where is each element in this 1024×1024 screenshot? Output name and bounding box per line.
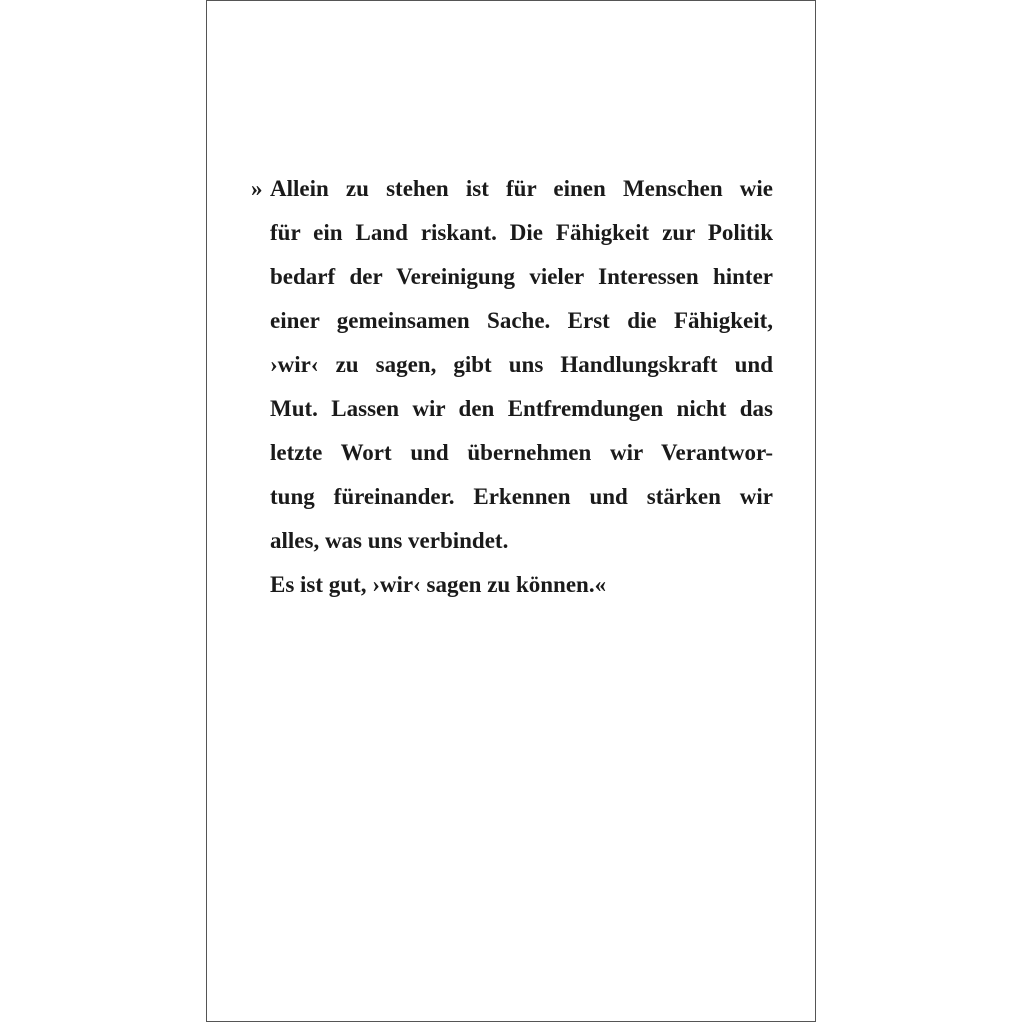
quote-line: Mut. Lassen wir den Entfremdungen nicht das [270, 396, 773, 421]
quote-line: ›wir‹ zu sagen, gibt uns Handlungskraft und [270, 352, 773, 377]
quote-line: für ein Land riskant. Die Fähigkeit zur Politik [270, 220, 773, 245]
quote-line: bedarf der Vereinigung vieler Interessen hinter [270, 264, 773, 289]
quote-line: letzte Wort und übernehmen wir Verantwor- [270, 440, 773, 465]
book-page [206, 0, 816, 1022]
quote-line: » Allein zu stehen ist für einen Menschen wie [253, 167, 773, 211]
quote-line: einer gemeinsamen Sache. Erst die Fähigkeit, [270, 308, 773, 333]
quote-line: tung füreinander. Erkennen und stärken wir [270, 484, 773, 509]
quote-block [253, 167, 773, 607]
quote-line: alles, was uns verbindet. [270, 528, 509, 553]
opening-quote-mark: » [251, 176, 263, 201]
quote-line: Es ist gut, ›wir‹ sagen zu können.« [270, 572, 607, 597]
